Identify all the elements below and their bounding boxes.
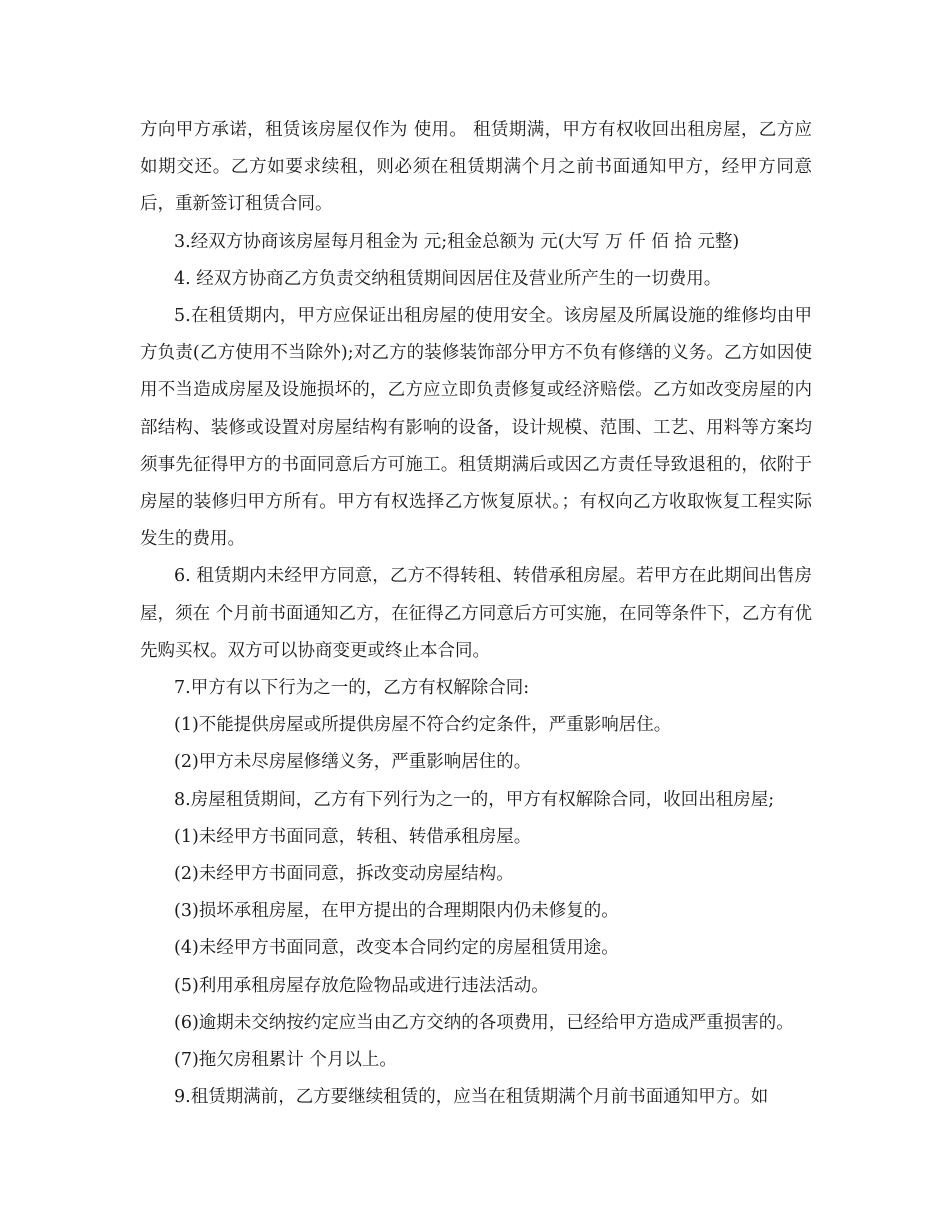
clause-8-item-2: (2)未经甲方书面同意，拆改变动房屋结构。 <box>174 864 514 885</box>
clause-8-landlord-termination: 8.房屋租赁期间，乙方有下列行为之一的，甲方有权解除合同，收回出租房屋; <box>174 789 775 810</box>
paragraph-continuation: 方向甲方承诺，租赁该房屋仅作为 使用。 租赁期满，甲方有权收回出租房屋，乙方应如期交还。乙方如要求续租，则必须在租赁期满个月之前书面通知甲方，经甲方同意后，重新签订租赁合同。 <box>140 120 812 215</box>
document-body <box>140 112 812 1116</box>
clause-6-sublease: 6. 租赁期内未经甲方同意，乙方不得转租、转借承租房屋。若甲方在此期间出售房屋，须在 个月前书面通知乙方，在征得乙方同意后方可实施，在同等条件下，乙方有优先购买权。双方可以协商变更或终止本合同。 <box>140 566 812 661</box>
clause-8-item-5: (5)利用承租房屋存放危险物品或进行违法活动。 <box>174 975 549 996</box>
clause-5-maintenance: 5.在租赁期内，甲方应保证出租房屋的使用安全。该房屋及所属设施的维修均由甲方负责(乙方使用不当除外);对乙方的装修装饰部分甲方不负有修缮的义务。乙方如因使用不当造成房屋及设施损坏的，乙方应立即负责修复或经济赔偿。乙方如改变房屋的内部结构、装修或设置对房屋结构有影响的设备，设计规模、范围、工艺、用料等方案均须事先征得甲方的书面同意后方可施工。租赁期满后或因乙方责任导致退租的，依附于房屋的装修归甲方所有。甲方有权选择乙方恢复原状。；有权向乙方收取恢复工程实际发生的费用。 <box>140 306 812 550</box>
clause-8-item-3: (3)损坏承租房屋，在甲方提出的合理期限内仍未修复的。 <box>174 901 619 922</box>
clause-7-tenant-termination: 7.甲方有以下行为之一的，乙方有权解除合同: <box>174 678 530 699</box>
clause-7-item-2: (2)甲方未尽房屋修缮义务，严重影响居住的。 <box>174 752 532 773</box>
clause-7-item-1: (1)不能提供房屋或所提供房屋不符合约定条件，严重影响居住。 <box>174 715 672 736</box>
clause-8-item-1: (1)未经甲方书面同意，转租、转借承租房屋。 <box>174 826 532 847</box>
clause-3-rent: 3.经双方协商该房屋每月租金为 元;租金总额为 元(大写 万 仟 佰 拾 元整) <box>174 231 740 252</box>
clause-9-renewal: 9.租赁期满前，乙方要继续租赁的，应当在租赁期满个月前书面通知甲方。如 <box>174 1087 769 1108</box>
clause-8-item-7: (7)拖欠房租累计 个月以上。 <box>174 1050 397 1071</box>
clause-8-item-6: (6)逾期未交纳按约定应当由乙方交纳的各项费用，已经给甲方造成严重损害的。 <box>174 1012 794 1033</box>
clause-4-fees: 4. 经双方协商乙方负责交纳租赁期间因居住及营业所产生的一切费用。 <box>174 268 722 289</box>
clause-8-item-4: (4)未经甲方书面同意，改变本合同约定的房屋租赁用途。 <box>174 938 619 959</box>
